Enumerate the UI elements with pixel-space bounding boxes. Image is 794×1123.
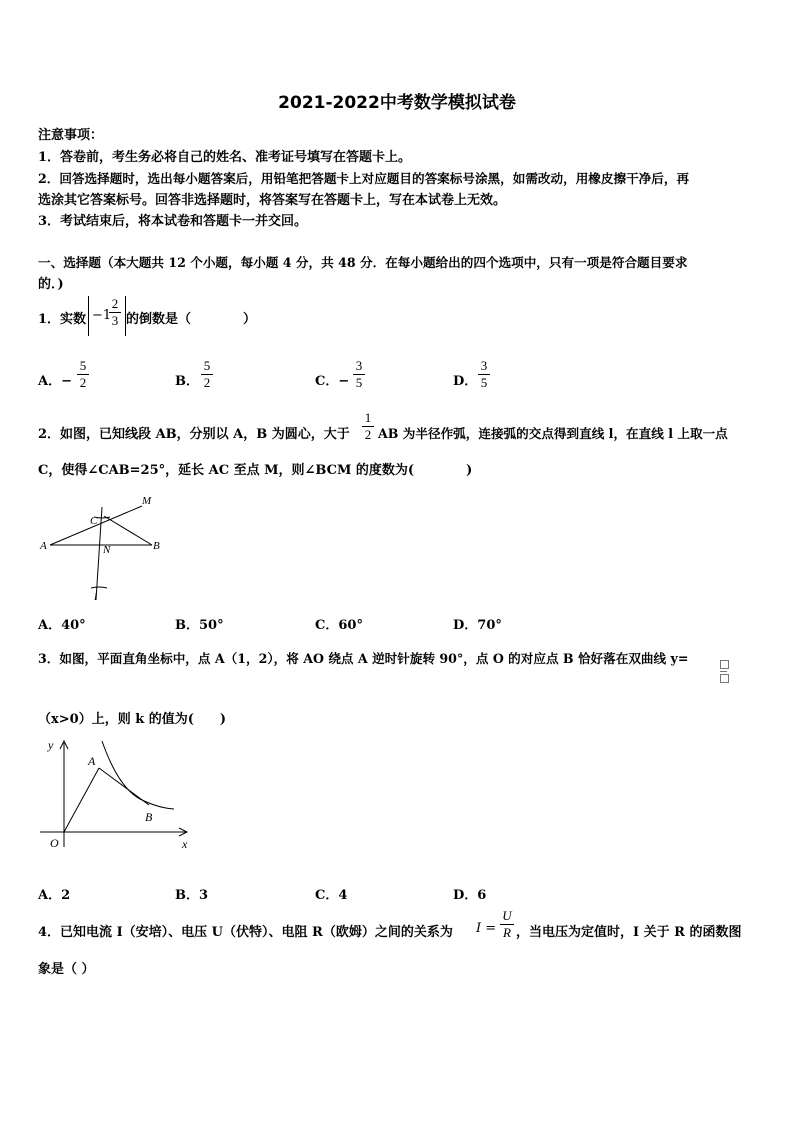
label-n: N: [103, 544, 111, 556]
notice-item-3: 3．考试结束后，将本试卷和答题卡一并交回。: [38, 214, 308, 229]
q1-b-num: 5: [203, 358, 211, 373]
hyperbola-curve: [102, 741, 174, 809]
q1-c-den: 5: [355, 375, 363, 390]
q4-line-2: 象是（ ）: [38, 962, 95, 977]
label-b: B: [145, 810, 153, 824]
notice-item-1: 1．答卷前，考生务必将自己的姓名、准考证号填写在答题卡上。: [38, 150, 412, 165]
fraction-bar: [720, 671, 727, 672]
q2-line-1-a: 2．如图，已知线段 AB，分别以 A，B 为圆心，大于: [38, 427, 350, 442]
q4-line-1-b: ，当电压为定值时，I 关于 R 的函数图: [516, 925, 742, 940]
q2-option-d: D．70°: [453, 618, 502, 633]
q3-option-d: D．6: [453, 888, 487, 903]
q4-formula-lhs: I =: [476, 921, 497, 936]
q1-option-a-fraction: [77, 359, 89, 390]
q2-figure: [36, 490, 166, 606]
q3-figure: [36, 735, 196, 855]
label-x: x: [182, 837, 188, 851]
q1-d-den: 5: [480, 375, 488, 390]
label-o: O: [50, 836, 59, 850]
q4-formula-fraction: [500, 909, 514, 940]
q1-d-num: 3: [480, 358, 488, 373]
q1-a-den: 2: [79, 375, 87, 390]
q1-option-c-fraction: [353, 359, 365, 390]
q3-line-2: （x>0）上，则 k 的值为( ): [38, 712, 227, 727]
q2-option-a: A．40°: [38, 618, 86, 633]
label-a: A: [40, 540, 47, 552]
q1-a-num: 5: [79, 358, 87, 373]
q1-abs-denominator: 3: [111, 313, 119, 328]
segment-oa: [64, 768, 99, 832]
label-b: B: [153, 540, 160, 552]
q1-option-d: D．: [453, 374, 478, 389]
label-l: l: [94, 591, 98, 603]
q2-line-2: C，使得∠CAB=25°，延长 AC 至点 M，则∠BCM 的度数为( ): [38, 463, 473, 478]
q2-frac-num: 1: [364, 410, 372, 425]
q1-option-c: C．−: [315, 374, 350, 389]
q1-abs-fraction: [109, 297, 121, 328]
q1-suffix: 的倒数是（ ）: [126, 312, 257, 327]
q3-option-a: A．2: [38, 888, 71, 903]
q3-option-c: C．4: [315, 888, 348, 903]
q1-option-d-fraction: [478, 359, 490, 390]
q1-prefix: 1．实数: [38, 312, 87, 327]
notice-item-2-line-2: 选涂其它答案标号。回答非选择题时，将答案写在答题卡上，写在本试卷上无效。: [38, 193, 507, 208]
q2-half-fraction: [362, 411, 374, 442]
label-c: C: [90, 515, 98, 527]
q1-b-den: 2: [203, 375, 211, 390]
missing-glyph-box: [720, 674, 729, 683]
q2-frac-den: 2: [364, 427, 372, 442]
section-heading-line-2: 的．): [38, 277, 64, 292]
q1-c-num: 3: [355, 358, 363, 373]
notice-heading: 注意事项：: [38, 128, 104, 143]
label-a: A: [88, 754, 96, 768]
q3-line-1: 3．如图，平面直角坐标中，点 A（1，2），将 AO 绕点 A 逆时针旋转 90°，点 O 的对应点 B 恰好落在双曲线 y=: [38, 651, 689, 666]
q2-option-c: C．60°: [315, 618, 363, 633]
segment-cb: [104, 516, 152, 545]
section-heading-line-1: 一、选择题（本大题共 12 个小题，每小题 4 分，共 48 分．在每小题给出的四个选项中，只有一项是符合题目要求: [38, 255, 688, 270]
q3-option-b: B．3: [175, 888, 209, 903]
q1-option-b-fraction: [201, 359, 213, 390]
page-title: 2021-2022中考数学模拟试卷: [278, 93, 516, 113]
q1-abs-numerator: 2: [111, 296, 119, 311]
missing-glyph-box: [720, 660, 729, 669]
q1-abs-whole: −1: [92, 308, 112, 323]
q2-option-b: B．50°: [175, 618, 224, 633]
q1-option-b: B．: [175, 374, 199, 389]
arc-lower: [91, 587, 107, 588]
q2-line-1-b: AB 为半径作弧，连接弧的交点得到直线 l，在直线 l 上取一点: [378, 426, 728, 441]
q1-option-a: A．−: [38, 374, 72, 389]
label-y: y: [48, 738, 54, 752]
label-m: M: [142, 495, 152, 507]
q4-formula-num: U: [502, 908, 512, 923]
q4-line-1-a: 4．已知电流 I（安培）、电压 U（伏特）、电阻 R（欧姆）之间的关系为: [38, 925, 453, 940]
q4-formula-den: R: [503, 925, 511, 940]
notice-item-2-line-1: 2．回答选择题时，选出每小题答案后，用铅笔把答题卡上对应题目的答案标号涂黑，如需改动，用橡皮擦干净后，再: [38, 171, 690, 186]
